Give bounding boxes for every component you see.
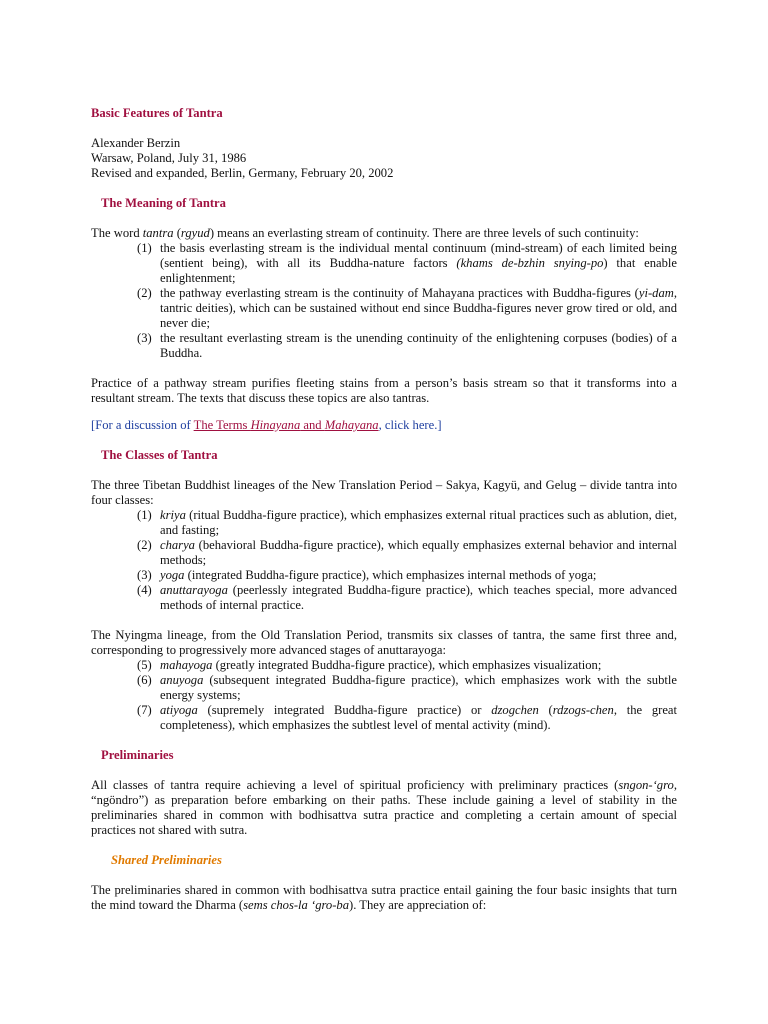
list-item — [137, 286, 677, 331]
paragraph-classes-intro: The three Tibetan Buddhist lineages of the New Translation Period – Sakya, Kagyü, and Gelug – divide tantra into four classes: — [91, 478, 677, 507]
paragraph-meaning-intro — [91, 226, 677, 241]
list-item — [137, 673, 677, 703]
list-item — [137, 538, 677, 568]
author: Alexander Berzin — [91, 136, 181, 150]
term: mahayoga — [160, 658, 213, 672]
text-run: [For a discussion of — [91, 418, 194, 432]
paragraph-pathway: Practice of a pathway stream purifies fleeting stains from a person’s basis stream so that it transforms into a resultant stream. The texts that discuss these topics are also tantras. — [91, 376, 677, 405]
text-run: ( — [173, 226, 181, 240]
text-run: (peerlessly integrated Buddha-figure practice), which teaches special, more advanced methods of internal practice. — [160, 583, 677, 612]
term-rgyud: rgyud — [180, 226, 210, 240]
term: anuttarayoga — [160, 583, 228, 597]
term: charya — [160, 538, 195, 552]
text-run: ) that enable enlightenment; — [160, 256, 677, 285]
list-number: (5) — [137, 658, 152, 672]
text-run: ). They are appreciation of: — [349, 898, 487, 912]
list-number: (2) — [137, 286, 152, 300]
term: dzogchen — [491, 703, 539, 717]
text-run: All classes of tantra require achieving a level of spiritual proficiency with preliminary practices ( — [91, 778, 619, 792]
list-item — [137, 241, 677, 286]
text-run: The preliminaries shared in common with bodhisattva sutra practice entail gaining the four basic insights that turn the mind toward the Dharma ( — [91, 883, 677, 912]
document-page — [91, 106, 677, 913]
list-number: (6) — [137, 673, 152, 687]
term: rdzogs-chen — [552, 703, 614, 717]
text-run: (subsequent integrated Buddha-figure practice), which emphasizes work with the subtle energy systems; — [160, 673, 677, 702]
list-number: (3) — [137, 331, 152, 345]
text-run: The word — [91, 226, 143, 240]
text-run: (supremely integrated Buddha-figure practice) or — [197, 703, 492, 717]
section-heading-meaning: The Meaning of Tantra — [101, 196, 226, 210]
text-run: , “ngöndro”) as preparation before embarking on their paths. These include gaining a level of stability in the preliminaries shared in common with bodhisattva sutra practice and completing a certain amount of special practices not shared with sutra. — [91, 778, 677, 837]
text-run: , click here.] — [378, 418, 442, 432]
section-heading-preliminaries: Preliminaries — [101, 748, 174, 762]
term: sems chos-la ‘gro-ba — [243, 898, 350, 912]
list-number: (1) — [137, 241, 152, 255]
discussion-link-line — [91, 418, 677, 433]
subsection-heading-shared: Shared Preliminaries — [111, 853, 222, 867]
list-item — [137, 508, 677, 538]
text-run: and — [300, 418, 325, 432]
term: atiyoga — [160, 703, 198, 717]
nyingma-classes-list — [91, 658, 677, 733]
list-item — [137, 703, 677, 733]
text-run: (integrated Buddha-figure practice), which emphasizes internal methods of yoga; — [184, 568, 597, 582]
text-run: , tantric deities), which can be sustained without end since Buddha-figures never grow tired or old, and never die; — [160, 286, 677, 330]
list-number: (4) — [137, 583, 152, 597]
text-run: , the great completeness), which emphasizes the subtlest level of mental activity (mind). — [160, 703, 677, 732]
text-run: ( — [538, 703, 553, 717]
paragraph-shared — [91, 883, 677, 913]
term: (khams de-bzhin snying-po — [456, 256, 604, 270]
term: anuyoga — [160, 673, 204, 687]
classes-list — [91, 508, 677, 613]
document-title: Basic Features of Tantra — [91, 106, 223, 120]
term-tantra: tantra — [142, 226, 174, 240]
term: Hinayana — [250, 418, 301, 432]
list-number: (2) — [137, 538, 152, 552]
list-item — [137, 658, 677, 673]
text-run: the basis everlasting stream is the individual mental continuum (mind-stream) of each limited being (sentient being), with all its Buddha-nature factors — [160, 241, 677, 270]
list-item — [137, 331, 677, 361]
revision-note: Revised and expanded, Berlin, Germany, February 20, 2002 — [91, 166, 394, 180]
term: yi-dam — [638, 286, 674, 300]
term: Mahayana — [324, 418, 379, 432]
text-run: (greatly integrated Buddha-figure practice), which emphasizes visualization; — [212, 658, 602, 672]
list-item — [137, 568, 677, 583]
list-number: (1) — [137, 508, 152, 522]
list-item — [137, 583, 677, 613]
continuity-list — [91, 241, 677, 361]
section-heading-classes: The Classes of Tantra — [101, 448, 218, 462]
term: sngon-‘gro — [618, 778, 674, 792]
text-run: (behavioral Buddha-figure practice), which equally emphasizes external behavior and internal methods; — [160, 538, 677, 567]
text-run: ) means an everlasting stream of continuity. There are three levels of such continuity: — [209, 226, 639, 240]
text-run: the pathway everlasting stream is the continuity of Mahayana practices with Buddha-figures ( — [160, 286, 639, 300]
link-hinayana-mahayana[interactable] — [194, 418, 379, 432]
paragraph-preliminaries — [91, 778, 677, 838]
text-run: The Terms — [193, 418, 251, 432]
list-number: (3) — [137, 568, 152, 582]
term: kriya — [160, 508, 186, 522]
document-meta — [91, 136, 677, 181]
text-run: the resultant everlasting stream is the unending continuity of the enlightening corpuses (bodies) of a Buddha. — [160, 331, 677, 360]
list-number: (7) — [137, 703, 152, 717]
text-run: (ritual Buddha-figure practice), which emphasizes external ritual practices such as ablution, diet, and fasting; — [160, 508, 677, 537]
term: yoga — [160, 568, 185, 582]
paragraph-nyingma: The Nyingma lineage, from the Old Translation Period, transmits six classes of tantra, the same first three and, corresponding to progressively more advanced stages of anuttarayoga: — [91, 628, 677, 657]
place-date: Warsaw, Poland, July 31, 1986 — [91, 151, 247, 165]
